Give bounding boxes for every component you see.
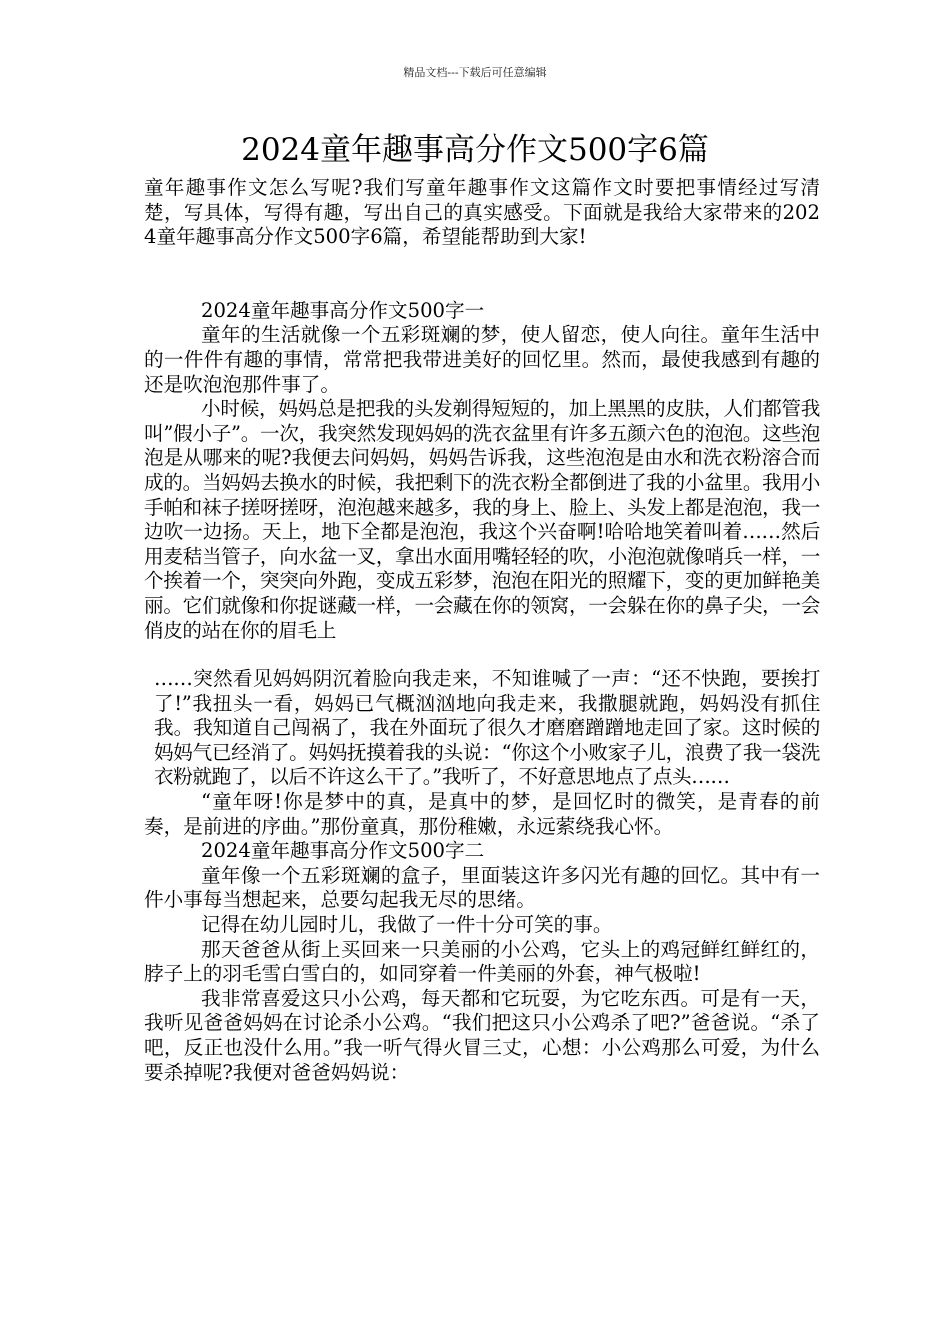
essay-2-paragraph-1: 童年像一个五彩斑斓的盒子，里面装这许多闪光有趣的回忆。其中有一件小事每当想起来，总要勾起我无尽的思绪。 bbox=[144, 863, 820, 912]
essay-2-paragraph-2: 记得在幼儿园时儿，我做了一件十分可笑的事。 bbox=[201, 913, 613, 937]
intro-paragraph: 童年趣事作文怎么写呢?我们写童年趣事作文这篇作文时要把事情经过写清楚，写具体，写得有趣，写出自己的真实感受。下面就是我给大家带来的2024童年趣事高分作文500字6篇，希望能帮助到大家! bbox=[144, 176, 820, 249]
essay-2-heading: 2024童年趣事高分作文500字二 bbox=[201, 839, 485, 863]
spacer bbox=[144, 250, 820, 299]
essay-1-heading: 2024童年趣事高分作文500字一 bbox=[201, 298, 485, 322]
essay-1-paragraph-1: 童年的生活就像一个五彩斑斓的梦，使人留恋，使人向往。童年生活中的一件件有趣的事情，常常把我带进美好的回忆里。然而，最使我感到有趣的还是吹泡泡那件事了。 bbox=[144, 323, 820, 396]
essay-1-paragraph-3: ……突然看见妈妈阴沉着脸向我走来，不知谁喊了一声：“还不快跑，要挨打了!”我扭头一看，妈妈已气概汹汹地向我走来，我撒腿就跑，妈妈没有抓住我。我知道自己闯祸了，我在外面玩了很久才磨磨蹭蹭地走回了家。这时候的妈妈气已经消了。妈妈抚摸着我的头说：“你这个小败家子儿，浪费了我一袋洗衣粉就跑了，以后不许这么干了。”我听了，不好意思地点了点头…… bbox=[154, 667, 820, 789]
essay-1-paragraph-4: “童年呀!你是梦中的真，是真中的梦，是回忆时的微笑，是青春的前奏，是前进的序曲。”那份童真，那份稚嫩，永远萦绕我心怀。 bbox=[144, 790, 820, 838]
document-title: 2024童年趣事高分作文500字6篇 bbox=[241, 132, 709, 168]
document-body bbox=[144, 176, 820, 1085]
header-note: 精品文档---下载后可任意编辑 bbox=[403, 66, 547, 79]
essay-2-paragraph-4: 我非常喜爱这只小公鸡，每天都和它玩耍，为它吃东西。可是有一天，我听见爸爸妈妈在讨论杀小公鸡。“我们把这只小公鸡杀了吧?”爸爸说。“杀了吧，反正也没什么用。”我一听气得火冒三丈，心想：小公鸡那么可爱，为什么要杀掉呢?我便对爸爸妈妈说： bbox=[144, 986, 820, 1084]
essay-2-paragraph-3: 那天爸爸从街上买回来一只美丽的小公鸡，它头上的鸡冠鲜红鲜红的，脖子上的羽毛雪白雪白的，如同穿着一件美丽的外套，神气极啦! bbox=[144, 937, 820, 986]
essay-1-paragraph-2: 小时候，妈妈总是把我的头发剃得短短的，加上黑黑的皮肤，人们都管我叫”假小子”。一次，我突然发现妈妈的洗衣盆里有许多五颜六色的泡泡。这些泡泡是从哪来的呢?我便去问妈妈，妈妈告诉我，这些泡泡是由水和洗衣粉溶合而成的。当妈妈去换水的时候，我把剩下的洗衣粉全都倒进了我的小盆里。我用小手帕和袜子搓呀搓呀，泡泡越来越多，我的身上、脸上、头发上都是泡泡，我一边吹一边扬。天上，地下全都是泡泡，我这个兴奋啊!哈哈地笑着叫着……然后用麦秸当管子，向水盆一叉，拿出水面用嘴轻轻的吹，小泡泡就像哨兵一样，一个挨着一个，突突向外跑，变成五彩梦，泡泡在阳光的照耀下，变的更加鲜艳美丽。它们就像和你捉谜藏一样，一会藏在你的领窝，一会躲在你的鼻子尖，一会俏皮的站在你的眉毛上 bbox=[144, 397, 820, 642]
spacer bbox=[144, 643, 820, 667]
